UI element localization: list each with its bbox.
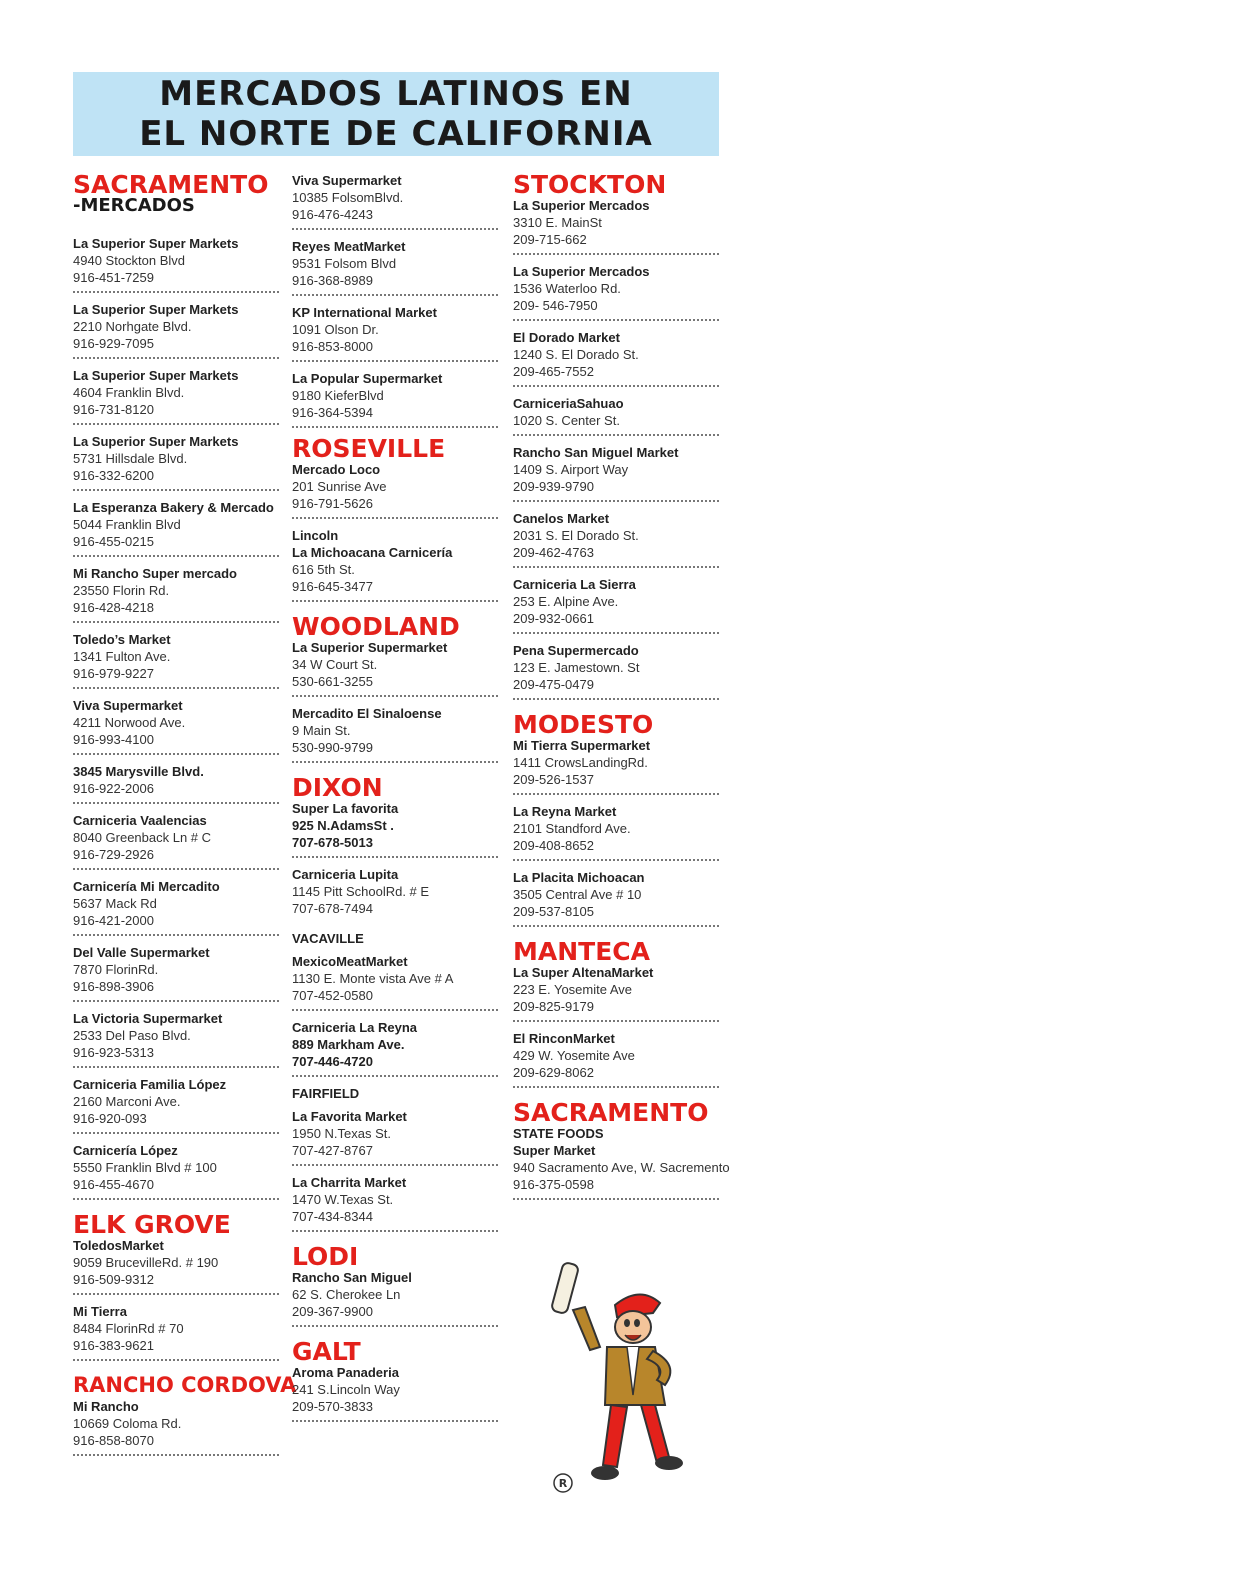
store-name: CarniceriaSahuao xyxy=(513,396,624,411)
store-phone: 916-364-5394 xyxy=(292,405,373,420)
store-phone: 209-526-1537 xyxy=(513,772,594,787)
store-phone: 916-455-4670 xyxy=(73,1177,154,1192)
store-name: Rancho San Miguel Market xyxy=(513,445,679,460)
store-address: 925 N.AdamsSt . xyxy=(292,818,394,833)
store-address: 253 E. Alpine Ave. xyxy=(513,594,619,609)
list-item xyxy=(73,235,279,293)
list-item xyxy=(513,576,719,634)
store-address: 9180 KieferBlvd xyxy=(292,388,384,403)
store-name: Reyes MeatMarket xyxy=(292,239,406,254)
list-item xyxy=(513,1030,719,1088)
store-name: Mi Rancho Super mercado xyxy=(73,566,237,581)
store-address: 916-922-2006 xyxy=(73,781,154,796)
store-name: La Superior Mercados xyxy=(513,264,650,279)
store-address: 889 Markham Ave. xyxy=(292,1037,405,1052)
store-phone: 209-629-8062 xyxy=(513,1065,594,1080)
store-phone: 209-932-0661 xyxy=(513,611,594,626)
manteca-list xyxy=(513,964,719,1088)
store-address: 1411 CrowsLandingRd. xyxy=(513,755,648,770)
city-label-vacaville: VACAVILLE xyxy=(292,931,364,946)
store-phone: 916-332-6200 xyxy=(73,468,154,483)
store-name: 3845 Marysville Blvd. xyxy=(73,764,204,779)
rancho-cordova-list xyxy=(73,1398,279,1456)
store-address: 2210 Norhgate Blvd. xyxy=(73,319,192,334)
store-phone: 707-446-4720 xyxy=(292,1054,373,1069)
store-name: Carniceria La Sierra xyxy=(513,577,636,592)
newsboy-mascot-icon xyxy=(545,1255,690,1505)
section-heading-sacramento: SACRAMENTO xyxy=(73,170,269,199)
section-heading-manteca: MANTECA xyxy=(513,937,650,966)
store-name: La Superior Super Markets xyxy=(73,434,239,449)
store-phone: 916-428-4218 xyxy=(73,600,154,615)
store-address: 34 W Court St. xyxy=(292,657,378,672)
store-address: 241 S.Lincoln Way xyxy=(292,1382,400,1397)
store-phone: 707-678-7494 xyxy=(292,901,373,916)
store-phone: 916-368-8989 xyxy=(292,273,373,288)
list-item xyxy=(513,197,719,255)
section-heading-woodland: WOODLAND xyxy=(292,612,460,641)
store-phone: 916-993-4100 xyxy=(73,732,154,747)
list-item xyxy=(513,263,719,321)
store-name: Mercadito El Sinaloense xyxy=(292,706,442,721)
section-heading-stockton: STOCKTON xyxy=(513,170,667,199)
store-address: 3505 Central Ave # 10 xyxy=(513,887,642,902)
store-name: El Dorado Market xyxy=(513,330,620,345)
store-address: 4940 Stockton Blvd xyxy=(73,253,186,268)
fairfield-list xyxy=(292,1108,498,1232)
store-phone: 209-367-9900 xyxy=(292,1304,373,1319)
store-address: 4604 Franklin Blvd. xyxy=(73,385,185,400)
store-address: 1341 Fulton Ave. xyxy=(73,649,171,664)
list-item xyxy=(292,1108,498,1166)
list-item xyxy=(292,866,498,922)
store-address: 5637 Mack Rd xyxy=(73,896,157,911)
column-2 xyxy=(292,172,498,1430)
store-name: Carnicería Mi Mercadito xyxy=(73,879,220,894)
list-item xyxy=(513,444,719,502)
store-address: 5731 Hillsdale Blvd. xyxy=(73,451,188,466)
store-name: La Charrita Market xyxy=(292,1175,407,1190)
store-phone: 916-375-0598 xyxy=(513,1177,594,1192)
city-label-fairfield: FAIRFIELD xyxy=(292,1086,360,1101)
store-address: 2031 S. El Dorado St. xyxy=(513,528,639,543)
store-name: Carniceria Lupita xyxy=(292,867,399,882)
store-address: 1145 Pitt SchoolRd. # E xyxy=(292,884,430,899)
store-address: 10385 FolsomBlvd. xyxy=(292,190,404,205)
store-name: La Victoria Supermarket xyxy=(73,1011,223,1026)
store-phone: 916-455-0215 xyxy=(73,534,154,549)
store-phone: 209-537-8105 xyxy=(513,904,594,919)
list-item xyxy=(73,499,279,557)
store-name: La Favorita Market xyxy=(292,1109,407,1124)
roseville-list xyxy=(292,461,498,519)
list-item xyxy=(292,639,498,697)
store-name: Super Market xyxy=(513,1143,596,1158)
store-phone: 916-929-7095 xyxy=(73,336,154,351)
list-item xyxy=(73,631,279,689)
store-address: 9059 BrucevilleRd. # 190 xyxy=(73,1255,219,1270)
page-title-line1: MERCADOS LATINOS EN xyxy=(159,74,633,114)
store-phone: 916-383-9621 xyxy=(73,1338,154,1353)
store-address: 5044 Franklin Blvd xyxy=(73,517,181,532)
list-item xyxy=(73,433,279,491)
store-address: 8040 Greenback Ln # C xyxy=(73,830,212,845)
store-phone: 916-421-2000 xyxy=(73,913,154,928)
store-address: 1130 E. Monte vista Ave # A xyxy=(292,971,454,986)
list-item xyxy=(513,737,719,795)
store-name: La Superior Supermarket xyxy=(292,640,448,655)
page-title-banner xyxy=(73,72,719,156)
list-item xyxy=(73,1237,279,1295)
store-phone: 530-661-3255 xyxy=(292,674,373,689)
store-phone: 916-645-3477 xyxy=(292,579,373,594)
store-address: 1950 N.Texas St. xyxy=(292,1126,391,1141)
store-address: 223 E. Yosemite Ave xyxy=(513,982,633,997)
store-name: Canelos Market xyxy=(513,511,610,526)
list-item xyxy=(73,1142,279,1200)
list-item xyxy=(73,1303,279,1361)
store-address: 616 5th St. xyxy=(292,562,355,577)
page-title-line2: EL NORTE DE CALIFORNIA xyxy=(139,114,653,154)
store-address: 1091 Olson Dr. xyxy=(292,322,379,337)
store-name: Super La favorita xyxy=(292,801,399,816)
store-name: La Superior Super Markets xyxy=(73,368,239,383)
store-address: 429 W. Yosemite Ave xyxy=(513,1048,635,1063)
store-name: Aroma Panaderia xyxy=(292,1365,399,1380)
list-item xyxy=(73,1076,279,1134)
galt-list xyxy=(292,1364,498,1422)
store-name: Viva Supermarket xyxy=(292,173,402,188)
list-item xyxy=(292,238,498,296)
list-item xyxy=(513,510,719,568)
store-address: 1536 Waterloo Rd. xyxy=(513,281,621,296)
list-item xyxy=(292,1019,498,1077)
store-name: Viva Supermarket xyxy=(73,698,183,713)
store-address: 1409 S. Airport Way xyxy=(513,462,629,477)
list-item xyxy=(513,395,719,436)
store-name: Mercado Loco xyxy=(292,462,381,477)
store-phone: 916-858-8070 xyxy=(73,1433,154,1448)
store-phone: 209- 546-7950 xyxy=(513,298,598,313)
store-phone: 209-939-9790 xyxy=(513,479,594,494)
store-phone: 916-791-5626 xyxy=(292,496,373,511)
list-item xyxy=(73,1398,279,1456)
store-name: La Placita Michoacan xyxy=(513,870,645,885)
store-phone: 707-434-8344 xyxy=(292,1209,373,1224)
store-phone: 916-729-2926 xyxy=(73,847,154,862)
store-address: 940 Sacramento Ave, W. Sacremento xyxy=(513,1160,730,1175)
stockton-list xyxy=(513,197,719,700)
list-item xyxy=(292,172,498,230)
store-phone: 916-731-8120 xyxy=(73,402,154,417)
sacramento-list xyxy=(73,235,279,1200)
section-heading-roseville: ROSEVILLE xyxy=(292,434,446,463)
store-name: La Superior Super Markets xyxy=(73,302,239,317)
store-name: Del Valle Supermarket xyxy=(73,945,210,960)
store-name: Carniceria La Reyna xyxy=(292,1020,418,1035)
store-name: La Reyna Market xyxy=(513,804,617,819)
store-name: La Esperanza Bakery & Mercado xyxy=(73,500,274,515)
section-heading-sacramento-2: SACRAMENTO xyxy=(513,1098,709,1127)
store-name: Carnicería López xyxy=(73,1143,178,1158)
store-address: 2533 Del Paso Blvd. xyxy=(73,1028,191,1043)
store-address: 9531 Folsom Blvd xyxy=(292,256,397,271)
store-name: La Michoacana Carnicería xyxy=(292,545,453,560)
store-name: MexicoMeatMarket xyxy=(292,954,408,969)
lodi-list xyxy=(292,1269,498,1327)
section-subheading-mercados: -MERCADOS xyxy=(73,195,195,216)
store-address: 62 S. Cherokee Ln xyxy=(292,1287,401,1302)
store-name: STATE FOODS xyxy=(513,1126,604,1141)
store-address: 1020 S. Center St. xyxy=(513,413,620,428)
list-item xyxy=(292,1174,498,1232)
store-name: Pena Supermercado xyxy=(513,643,639,658)
sacramento-continued-list xyxy=(292,172,498,428)
column-1 xyxy=(73,170,297,1464)
list-item xyxy=(513,329,719,387)
section-heading-dixon: DIXON xyxy=(292,773,383,802)
store-phone: 916-898-3906 xyxy=(73,979,154,994)
section-heading-rancho-cordova: RANCHO CORDOVA xyxy=(73,1373,297,1397)
store-name: La Superior Mercados xyxy=(513,198,650,213)
list-item xyxy=(73,763,279,804)
store-phone: 530-990-9799 xyxy=(292,740,373,755)
list-item xyxy=(73,878,279,936)
section-heading-lodi: LODI xyxy=(292,1242,359,1271)
list-item xyxy=(292,527,498,602)
store-phone: 209-408-8652 xyxy=(513,838,594,853)
store-phone: 916-979-9227 xyxy=(73,666,154,681)
store-phone: 209-475-0479 xyxy=(513,677,594,692)
list-item xyxy=(513,964,719,1022)
store-address: 2160 Marconi Ave. xyxy=(73,1094,181,1109)
woodland-list xyxy=(292,639,498,763)
section-heading-elk-grove: ELK GROVE xyxy=(73,1210,231,1239)
store-address: 9 Main St. xyxy=(292,723,351,738)
store-address: 1470 W.Texas St. xyxy=(292,1192,394,1207)
section-heading-galt: GALT xyxy=(292,1337,361,1366)
store-address: 5550 Franklin Blvd # 100 xyxy=(73,1160,217,1175)
column-3 xyxy=(513,170,730,1208)
list-item xyxy=(292,304,498,362)
store-phone: 916-509-9312 xyxy=(73,1272,154,1287)
store-phone: 707-452-0580 xyxy=(292,988,373,1003)
list-item xyxy=(292,1269,498,1327)
store-phone: 209-715-662 xyxy=(513,232,587,247)
store-phone: 916-476-4243 xyxy=(292,207,373,222)
list-item xyxy=(513,642,719,700)
store-name: Toledo’s Market xyxy=(73,632,171,647)
store-name: Mi Tierra xyxy=(73,1304,127,1319)
store-name: Lincoln xyxy=(292,528,339,543)
list-item xyxy=(73,697,279,755)
store-phone: 916-923-5313 xyxy=(73,1045,154,1060)
list-item xyxy=(73,301,279,359)
list-item xyxy=(292,461,498,519)
section-heading-modesto: MODESTO xyxy=(513,710,654,739)
list-item xyxy=(73,367,279,425)
store-name: Mi Tierra Supermarket xyxy=(513,738,651,753)
store-address: 3310 E. MainSt xyxy=(513,215,602,230)
store-phone: 707-427-8767 xyxy=(292,1143,373,1158)
list-item xyxy=(292,370,498,428)
list-item xyxy=(513,1125,730,1200)
store-name: ToledosMarket xyxy=(73,1238,164,1253)
vacaville-list xyxy=(292,953,498,1011)
list-item xyxy=(73,565,279,623)
store-address: 123 E. Jamestown. St xyxy=(513,660,640,675)
list-item xyxy=(513,803,719,861)
store-address: 8484 FlorinRd # 70 xyxy=(73,1321,184,1336)
list-item xyxy=(73,944,279,1002)
store-address: 1240 S. El Dorado St. xyxy=(513,347,639,362)
store-name: La Popular Supermarket xyxy=(292,371,443,386)
store-phone: 209-465-7552 xyxy=(513,364,594,379)
store-name: Mi Rancho xyxy=(73,1399,139,1414)
svg-text:R: R xyxy=(558,1477,568,1490)
store-phone: 916-853-8000 xyxy=(292,339,373,354)
store-address: 7870 FlorinRd. xyxy=(73,962,159,977)
store-address: 4211 Norwood Ave. xyxy=(73,715,186,730)
list-item xyxy=(292,953,498,1011)
list-item xyxy=(73,812,279,870)
store-phone: 209-462-4763 xyxy=(513,545,594,560)
list-item xyxy=(292,800,498,858)
store-phone: 916-920-093 xyxy=(73,1111,147,1126)
list-item xyxy=(292,1364,498,1422)
store-address: 2101 Standford Ave. xyxy=(513,821,631,836)
modesto-list xyxy=(513,737,719,927)
store-phone: 707-678-5013 xyxy=(292,835,373,850)
store-name: Rancho San Miguel xyxy=(292,1270,412,1285)
store-address: 10669 Coloma Rd. xyxy=(73,1416,182,1431)
list-item xyxy=(292,705,498,763)
list-item xyxy=(513,869,719,927)
store-address: 23550 Florin Rd. xyxy=(73,583,170,598)
list-item xyxy=(73,1010,279,1068)
store-name: La Superior Super Markets xyxy=(73,236,239,251)
store-name: KP International Market xyxy=(292,305,437,320)
store-address: 201 Sunrise Ave xyxy=(292,479,387,494)
store-name: La Super AltenaMarket xyxy=(513,965,654,980)
store-name: El RinconMarket xyxy=(513,1031,615,1046)
store-name: Carniceria Familia López xyxy=(73,1077,227,1092)
store-phone: 209-825-9179 xyxy=(513,999,594,1014)
store-name: Carniceria Vaalencias xyxy=(73,813,207,828)
store-phone: 916-451-7259 xyxy=(73,270,154,285)
elk-grove-list xyxy=(73,1237,279,1361)
store-phone: 209-570-3833 xyxy=(292,1399,373,1414)
